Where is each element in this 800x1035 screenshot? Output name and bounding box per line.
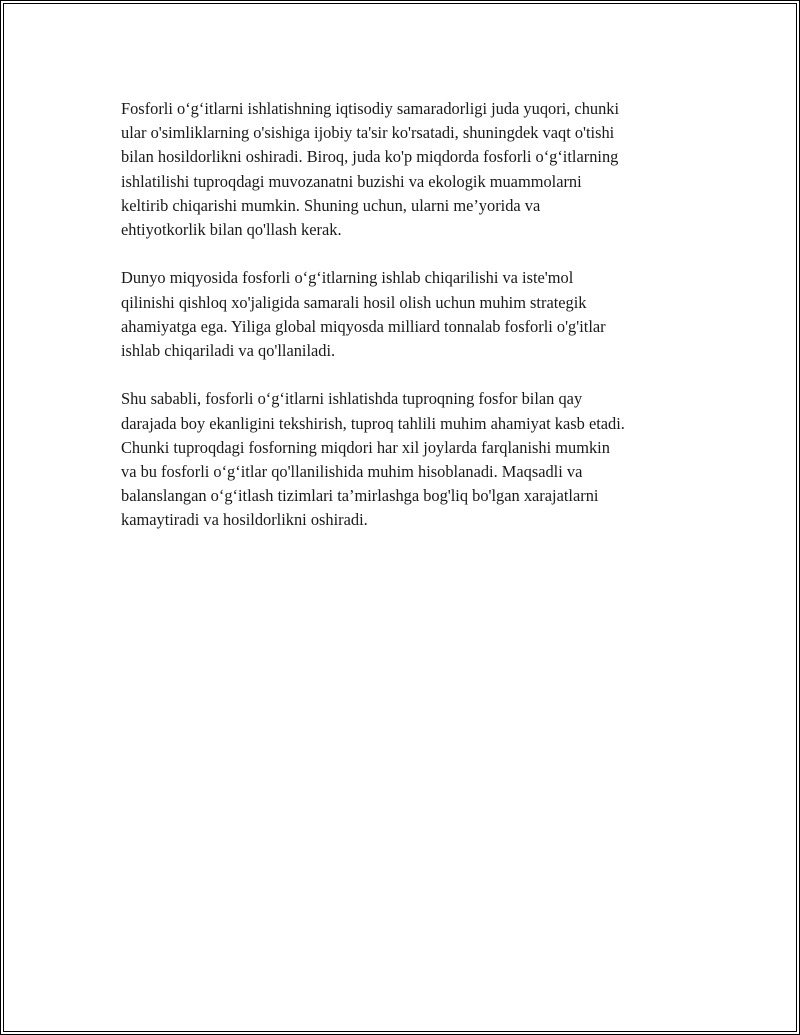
- paragraph-2: [121, 266, 691, 363]
- text-line: darajada boy ekanligini tekshirish, tuproq tahlili muhim ahamiyat kasb etadi.: [121, 413, 625, 433]
- text-line: qilinishi qishloq xo'jaligida samarali hosil olish uchun muhim strategik: [121, 292, 587, 312]
- text-line: Dunyo miqyosida fosforli o‘g‘itlarning ishlab chiqarilishi va iste'mol: [121, 268, 574, 288]
- text-line: kamaytiradi va hosildorlikni oshiradi.: [121, 510, 368, 530]
- text-line: bilan hosildorlikni oshiradi. Biroq, juda ko'p miqdorda fosforli o‘g‘itlarning: [121, 147, 619, 167]
- paragraph-3: [121, 387, 691, 532]
- text-line: Shu sababli, fosforli o‘g‘itlarni ishlatishda tuproqning fosfor bilan qay: [121, 389, 583, 409]
- text-line: Fosforli o‘g‘itlarni ishlatishning iqtisodiy samaradorligi juda yuqori, chunki: [121, 99, 620, 118]
- text-line: va bu fosforli o‘g‘itlar qo'llanilishida muhim hisoblanadi. Maqsadli va: [121, 462, 583, 482]
- text-line: ishlab chiqariladi va qo'llaniladi.: [121, 341, 336, 361]
- document-body: [121, 97, 691, 557]
- paragraph-1: [121, 97, 691, 242]
- text-line: ular o'simliklarning o'sishiga ijobiy ta'sir ko'rsatadi, shuningdek vaqt o'tishi: [121, 123, 615, 143]
- text-line: ishlatilishi tuproqdagi muvozanatni buzishi va ekologik muammolarni: [121, 171, 582, 191]
- text-line: ehtiyotkorlik bilan qo'llash kerak.: [121, 220, 342, 240]
- text-line: ahamiyatga ega. Yiliga global miqyosda milliard tonnalab fosforli o'g'itlar: [121, 316, 606, 336]
- text-line: keltirib chiqarishi mumkin. Shuning uchun, ularni me’yorida va: [121, 195, 541, 215]
- text-line: Chunki tuproqdagi fosforning miqdori har xil joylarda farqlanishi mumkin: [121, 437, 610, 457]
- text-line: balanslangan o‘g‘itlash tizimlari ta’mirlashga bog'liq bo'lgan xarajatlarni: [121, 486, 599, 506]
